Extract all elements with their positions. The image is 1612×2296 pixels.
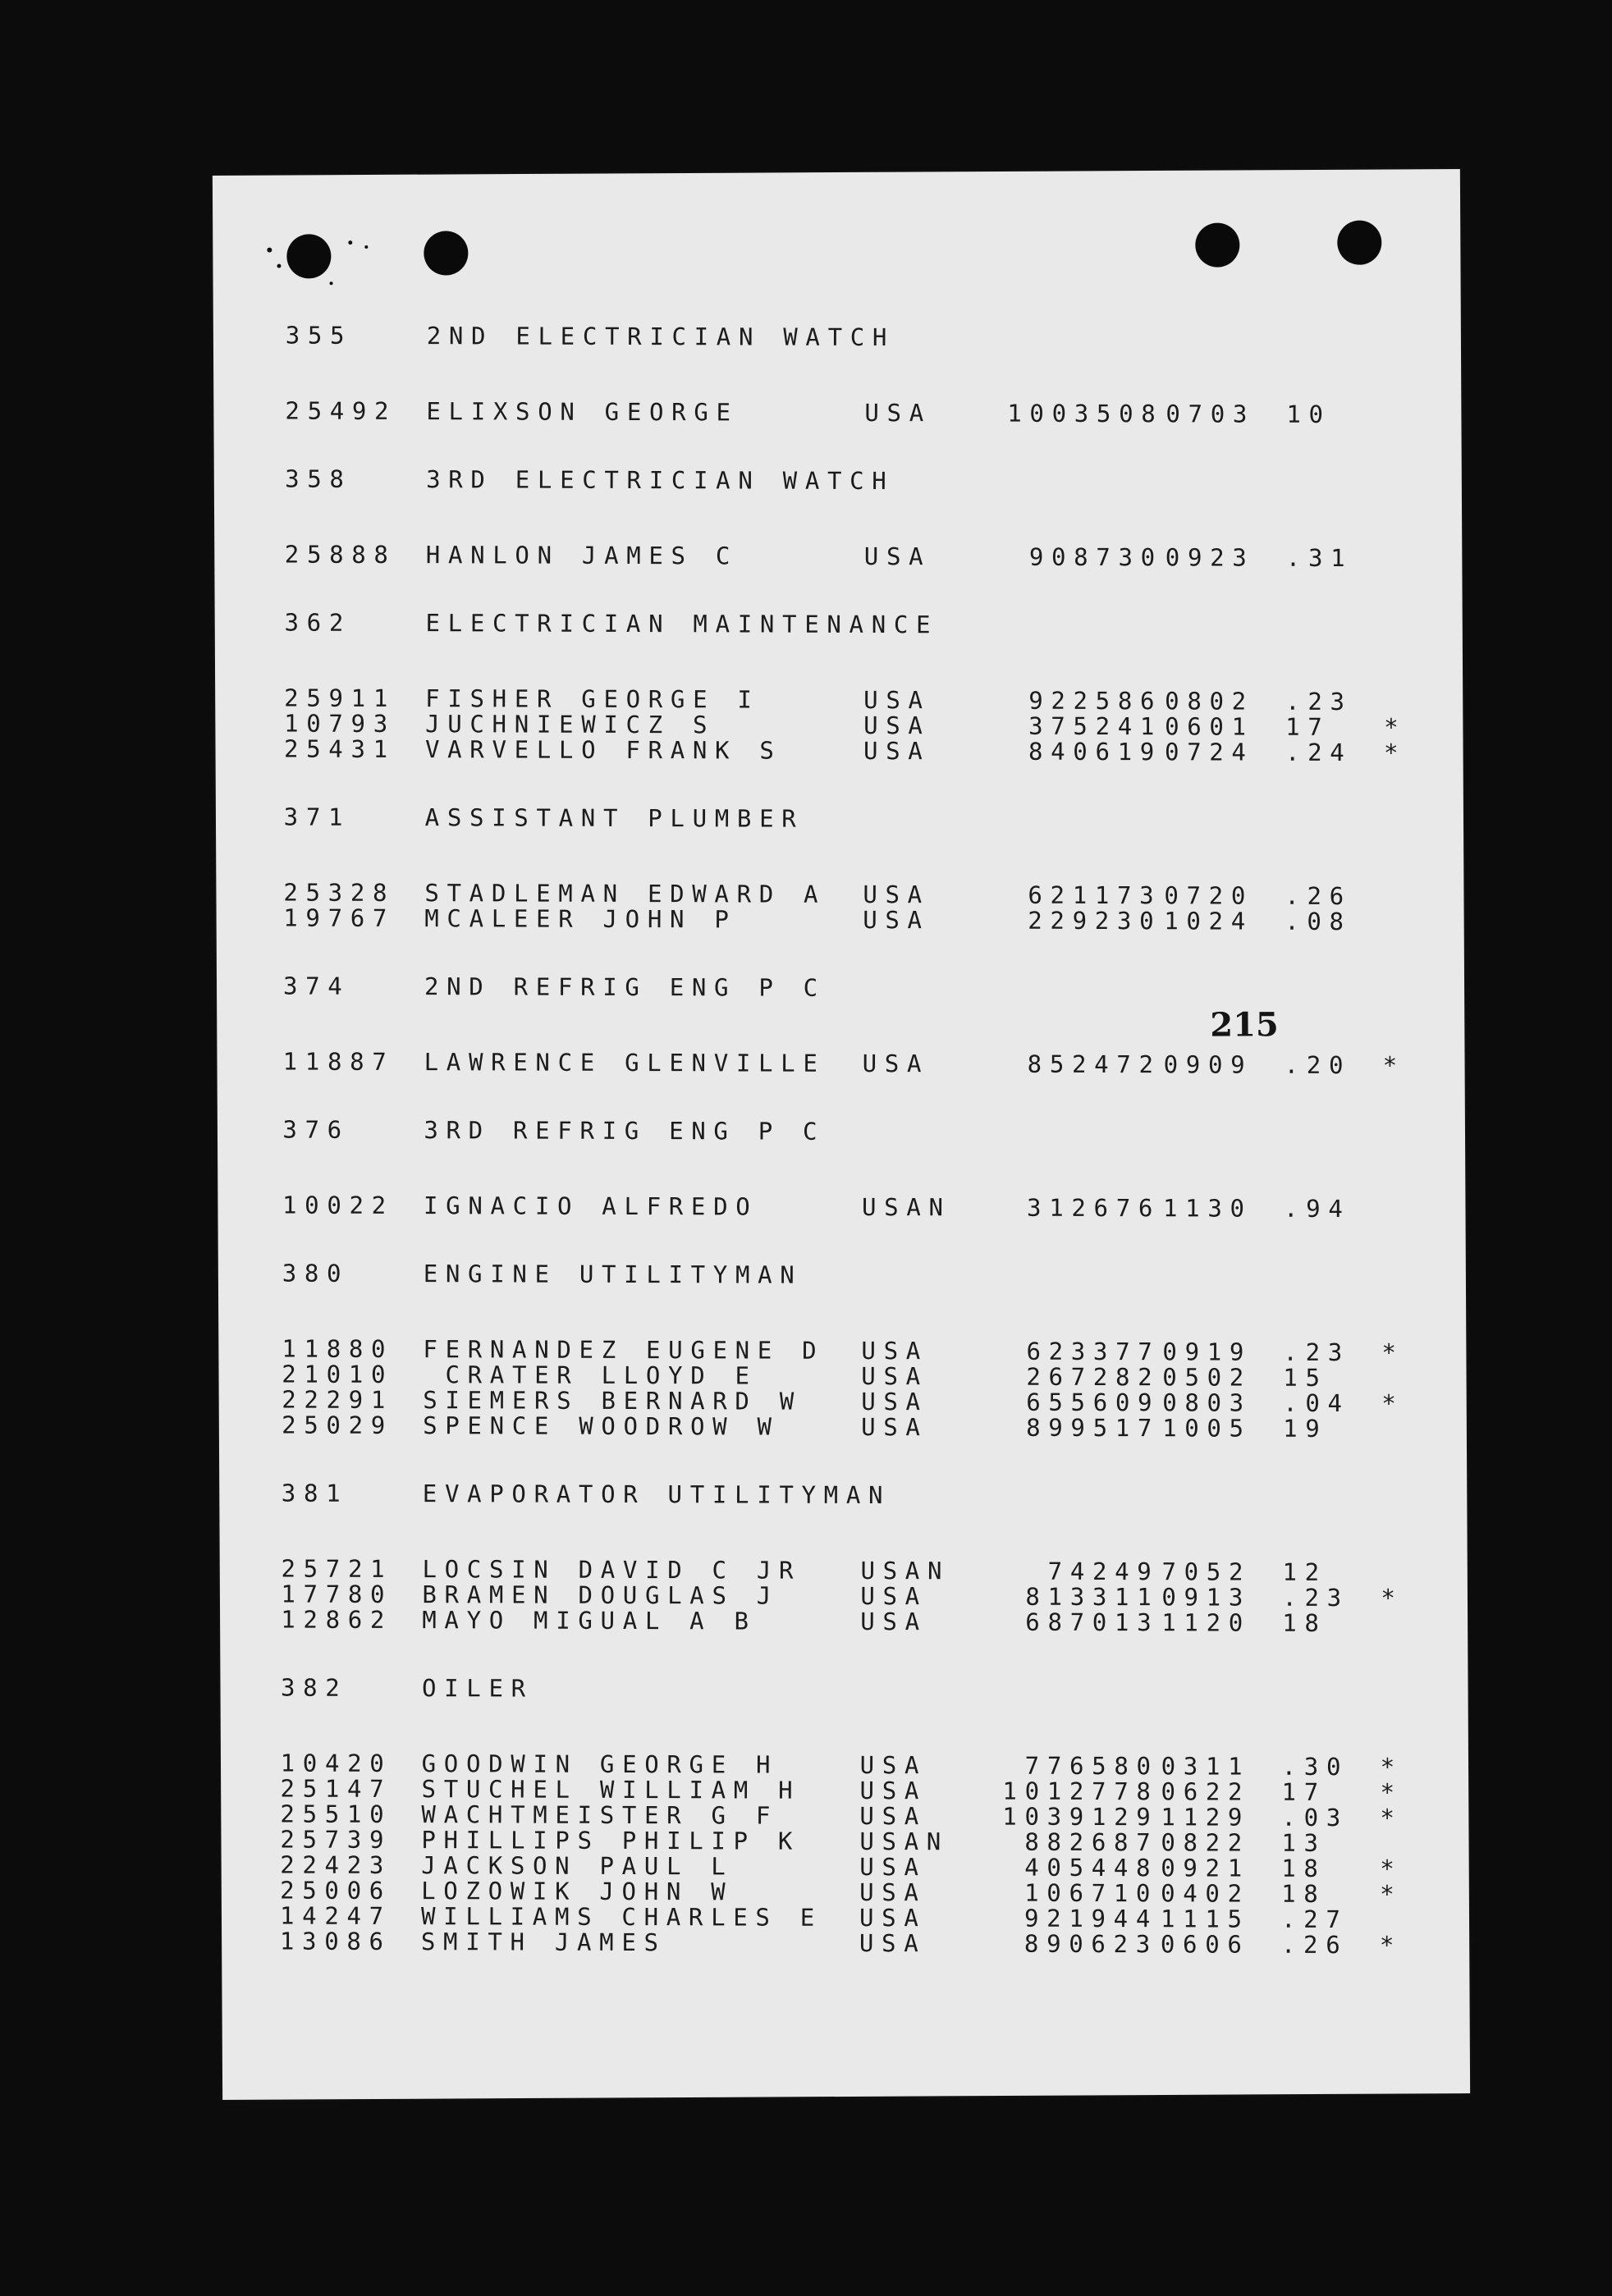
job-section — [281, 1481, 1431, 1637]
document-number: 1012778 — [1002, 1777, 1159, 1806]
rate-value: 13 — [1281, 1828, 1326, 1857]
crew-number: 25147 — [280, 1774, 392, 1803]
asterisk-mark: * — [1383, 739, 1407, 767]
date-code: 0822 — [1161, 1828, 1251, 1857]
job-code: 371 — [283, 803, 351, 831]
date-code: 0913 — [1161, 1583, 1252, 1612]
crew-number: 25510 — [280, 1800, 392, 1828]
crew-number: 25029 — [282, 1411, 393, 1439]
crew-row — [285, 542, 1434, 572]
crew-number: 25431 — [283, 734, 396, 764]
crew-name: HANLON JAMES C — [425, 541, 739, 570]
asterisk-mark: * — [1380, 1855, 1403, 1883]
crew-number: 25328 — [283, 878, 396, 908]
nationality: USA — [862, 1049, 930, 1078]
asterisk-mark: * — [1381, 1389, 1404, 1418]
nationality: USA — [863, 711, 931, 740]
section-header — [284, 805, 1433, 834]
crew-number: 22291 — [282, 1385, 394, 1414]
punch-hole-4 — [1337, 221, 1381, 265]
job-section — [282, 1261, 1431, 1443]
crew-name: LOCSIN DAVID C JR — [422, 1555, 802, 1585]
crew-name: SIEMERS BERNARD W — [423, 1386, 803, 1416]
ink-speck — [277, 264, 281, 268]
crew-number: 11880 — [282, 1334, 394, 1363]
punch-hole-1 — [286, 234, 331, 278]
nationality: USA — [864, 398, 932, 428]
crew-number: 13086 — [279, 1927, 392, 1955]
document-number: 655609 — [1026, 1388, 1161, 1417]
rate-value: 18 — [1281, 1879, 1326, 1908]
rate-value: .04 — [1283, 1388, 1350, 1418]
crew-number: 10420 — [280, 1749, 392, 1777]
crew-name: LOZOWIK JOHN W — [421, 1877, 734, 1906]
rate-value: .03 — [1281, 1803, 1349, 1832]
crew-rows — [282, 1193, 1431, 1223]
crew-number: 17780 — [281, 1580, 393, 1608]
nationality: USAN — [861, 1192, 951, 1222]
nationality: USA — [859, 1750, 927, 1780]
rate-value: .23 — [1285, 687, 1353, 716]
crew-name: SMITH JAMES — [420, 1928, 666, 1957]
crew-number: 21010 — [282, 1360, 394, 1388]
nationality: USA — [861, 1361, 928, 1391]
document-number: 405448 — [1024, 1853, 1159, 1882]
document-number: 621173 — [1028, 880, 1162, 910]
date-code: 1115 — [1160, 1905, 1250, 1933]
crew-row — [282, 1047, 1432, 1080]
date-code: 0921 — [1161, 1854, 1250, 1882]
asterisk-mark: * — [1381, 1584, 1404, 1612]
asterisk-mark: * — [1379, 1931, 1403, 1960]
punch-hole-2 — [424, 231, 468, 275]
date-code: 0402 — [1161, 1879, 1250, 1908]
document-number: 375241 — [1028, 711, 1163, 741]
crew-name: MCALEER JOHN P — [424, 904, 737, 934]
nationality: USA — [863, 880, 930, 909]
rate-value: .08 — [1285, 907, 1352, 936]
rate-value: 10 — [1286, 400, 1331, 428]
crew-number: 10793 — [284, 709, 396, 739]
crew-row — [281, 1605, 1430, 1637]
crew-name: SPENCE WOODROW W — [423, 1411, 780, 1441]
crew-number: 19767 — [283, 903, 396, 933]
rate-value: .31 — [1285, 543, 1353, 573]
crew-number: 10022 — [282, 1191, 394, 1219]
job-code: 358 — [285, 464, 352, 493]
job-code: 362 — [284, 608, 352, 637]
asterisk-mark: * — [1380, 1753, 1403, 1781]
section-header — [286, 323, 1435, 352]
crew-row — [282, 1193, 1431, 1223]
date-code: 0724 — [1164, 738, 1254, 766]
date-code: 0909 — [1163, 1050, 1253, 1079]
nationality: USA — [859, 1928, 927, 1958]
date-code: 0311 — [1161, 1752, 1251, 1781]
document-page — [213, 169, 1470, 2100]
crew-number: 25911 — [284, 684, 396, 713]
job-title: 3RD REFRIG ENG P C — [424, 1116, 826, 1146]
crew-name: GOODWIN GEORGE H — [421, 1749, 779, 1779]
date-code: 0803 — [1162, 1388, 1252, 1417]
punch-hole-3 — [1195, 222, 1239, 267]
asterisk-mark: * — [1382, 1051, 1405, 1080]
asterisk-mark: * — [1380, 1778, 1403, 1807]
crew-rows — [281, 1554, 1430, 1637]
date-code: 1024 — [1164, 907, 1253, 935]
document-number: 267282 — [1026, 1362, 1161, 1392]
crew-number: 11887 — [282, 1047, 395, 1077]
date-code: 0919 — [1162, 1338, 1253, 1366]
nationality: USA — [860, 1607, 927, 1636]
nationality: USA — [863, 905, 930, 935]
rate-value: .23 — [1282, 1583, 1349, 1612]
crew-name: FISHER GEORGE I — [425, 684, 760, 714]
section-header — [285, 464, 1434, 496]
crew-row — [280, 1929, 1429, 1959]
document-number: 908730 — [1028, 542, 1163, 572]
document-number: 687013 — [1025, 1608, 1160, 1637]
crew-number: 14247 — [279, 1901, 392, 1930]
job-title: 2ND REFRIG ENG P C — [424, 972, 826, 1002]
date-code: 0923 — [1165, 543, 1255, 572]
nationality: USA — [863, 542, 932, 571]
document-number: 882687 — [1024, 1827, 1159, 1857]
document-number: 899517 — [1026, 1413, 1161, 1443]
job-code: 380 — [282, 1259, 350, 1287]
document-number: 623377 — [1026, 1337, 1161, 1366]
crew-rows — [284, 686, 1433, 766]
rate-value: .26 — [1285, 881, 1352, 911]
document-number: 776580 — [1024, 1751, 1159, 1781]
rate-value: .20 — [1284, 1050, 1352, 1080]
document-number: 852472 — [1027, 1050, 1161, 1079]
document-number: 840619 — [1028, 737, 1163, 766]
crew-rows — [283, 880, 1432, 935]
section-header — [282, 1115, 1431, 1146]
rate-value: .24 — [1285, 738, 1353, 767]
section-header — [283, 974, 1432, 1003]
job-title: ENGINE UTILITYMAN — [423, 1260, 803, 1289]
asterisk-mark: * — [1380, 1880, 1403, 1909]
job-code: 374 — [282, 972, 350, 1000]
crew-name: STADLEMAN EDWARD A — [424, 879, 827, 908]
crew-number: 22423 — [280, 1850, 392, 1879]
crew-name: JUCHNIEWICZ S — [425, 710, 716, 739]
date-code: 1129 — [1161, 1803, 1251, 1832]
rate-value: 17 — [1281, 1777, 1326, 1806]
crew-name: LAWRENCE GLENVILLE — [424, 1048, 826, 1077]
rate-value: 12 — [1282, 1557, 1327, 1586]
nationality: USA — [863, 736, 931, 766]
crew-rows — [285, 542, 1434, 572]
section-header — [282, 1481, 1431, 1510]
nationality: USA — [860, 1581, 927, 1611]
crew-row — [282, 1413, 1431, 1443]
job-section — [279, 1673, 1430, 1960]
asterisk-mark: * — [1380, 1804, 1403, 1832]
crew-name: IGNACIO ALFREDO — [423, 1191, 758, 1221]
section-header — [282, 1261, 1431, 1290]
crew-number: 25888 — [284, 540, 396, 569]
job-section — [283, 974, 1432, 1079]
nationality: USA — [859, 1852, 927, 1882]
crew-row — [283, 734, 1433, 767]
job-code: 376 — [282, 1115, 350, 1144]
job-title: 2ND ELECTRICIAN WATCH — [426, 322, 895, 352]
crew-name: JACKSON PAUL L — [421, 1851, 734, 1881]
document-number: 229230 — [1028, 906, 1162, 935]
document-number: 106710 — [1024, 1878, 1159, 1908]
crew-number: 25739 — [280, 1825, 392, 1854]
job-code: 355 — [285, 321, 353, 350]
crew-name: BRAMEN DOUGLAS J — [422, 1580, 780, 1610]
nationality: USA — [861, 1336, 928, 1365]
crew-name: STUCHEL WILLIAM H — [421, 1775, 801, 1804]
crew-rows — [282, 1334, 1431, 1443]
crew-number: 12862 — [281, 1605, 393, 1634]
ink-speck — [330, 281, 333, 285]
document-number: 1003508 — [1007, 399, 1164, 428]
nationality: USAN — [859, 1827, 950, 1856]
section-header — [280, 1673, 1430, 1704]
ink-speck — [364, 245, 368, 249]
crew-name: MAYO MIGUAL A B — [422, 1606, 757, 1635]
date-code: 0601 — [1165, 712, 1254, 741]
date-code: 0502 — [1162, 1363, 1253, 1392]
date-code: 1130 — [1162, 1194, 1253, 1223]
crew-name: CRATER LLOYD E — [423, 1361, 758, 1390]
document-number: 890623 — [1024, 1929, 1158, 1959]
page-number-stamp: 215 — [1210, 1005, 1279, 1045]
job-section — [285, 323, 1434, 428]
crew-rows — [280, 1751, 1430, 1959]
date-code: 0703 — [1165, 400, 1256, 428]
crew-number: 25492 — [285, 396, 397, 426]
job-title: ASSISTANT PLUMBER — [424, 803, 804, 833]
document-number: 922586 — [1028, 686, 1163, 716]
job-section — [283, 608, 1434, 767]
crew-row — [285, 396, 1434, 428]
date-code: 1005 — [1162, 1414, 1252, 1443]
document-number: 921944 — [1024, 1904, 1159, 1933]
date-code: 1120 — [1161, 1608, 1251, 1637]
rate-value: 19 — [1283, 1414, 1328, 1443]
crew-number: 25721 — [281, 1554, 393, 1583]
rate-value: .26 — [1280, 1930, 1349, 1960]
date-code: 0802 — [1165, 687, 1254, 716]
nationality: USAN — [860, 1556, 950, 1585]
document-number: 312676 — [1027, 1193, 1161, 1223]
rate-value: .27 — [1280, 1905, 1349, 1934]
section-header — [284, 608, 1433, 639]
asterisk-mark: * — [1384, 713, 1407, 742]
rate-value: .94 — [1283, 1194, 1351, 1223]
asterisk-mark: * — [1381, 1338, 1404, 1367]
nationality: USA — [859, 1801, 927, 1831]
crew-rows — [285, 396, 1434, 428]
nationality: USA — [863, 685, 931, 715]
job-title: ELECTRICIAN MAINTENANCE — [425, 609, 939, 639]
crew-listing — [280, 323, 1435, 2001]
nationality: USA — [861, 1412, 928, 1442]
job-section — [284, 464, 1434, 573]
nationality: USA — [861, 1387, 928, 1416]
nationality: USA — [859, 1878, 927, 1907]
job-title: OILER — [421, 1674, 534, 1703]
ink-speck — [267, 248, 272, 253]
nationality: USA — [859, 1903, 927, 1932]
rate-value: .30 — [1281, 1752, 1349, 1781]
date-code: 0606 — [1160, 1930, 1250, 1959]
date-code: 7052 — [1161, 1557, 1252, 1586]
date-code: 0622 — [1161, 1777, 1251, 1806]
crew-name: WACHTMEISTER G F — [421, 1800, 779, 1830]
nationality: USA — [859, 1776, 927, 1805]
job-title: EVAPORATOR UTILITYMAN — [422, 1480, 891, 1510]
crew-name: ELIXSON GEORGE — [426, 397, 739, 427]
crew-name: WILLIAMS CHARLES E — [420, 1902, 822, 1932]
document-number: 1039129 — [1002, 1802, 1159, 1832]
rate-value: .23 — [1283, 1338, 1350, 1367]
crew-row — [283, 903, 1432, 936]
rate-value: 18 — [1282, 1608, 1327, 1637]
document-number: 74249 — [1047, 1557, 1160, 1586]
crew-number: 25006 — [280, 1876, 392, 1905]
crew-name: VARVELLO FRANK S — [424, 735, 782, 765]
document-number: 813311 — [1025, 1582, 1160, 1612]
crew-name: PHILLIPS PHILIP K — [421, 1826, 801, 1855]
job-section — [282, 1115, 1431, 1223]
rate-value: 18 — [1281, 1854, 1326, 1882]
ink-speck — [348, 240, 352, 245]
job-section — [283, 805, 1433, 935]
job-title: 3RD ELECTRICIAN WATCH — [426, 465, 895, 496]
rate-value: 15 — [1283, 1363, 1328, 1392]
job-code: 382 — [280, 1673, 348, 1702]
crew-name: FERNANDEZ EUGENE D — [423, 1335, 825, 1365]
rate-value: 17 — [1285, 712, 1330, 741]
date-code: 0720 — [1164, 881, 1254, 910]
crew-rows — [282, 1047, 1432, 1080]
job-code: 381 — [281, 1479, 349, 1507]
